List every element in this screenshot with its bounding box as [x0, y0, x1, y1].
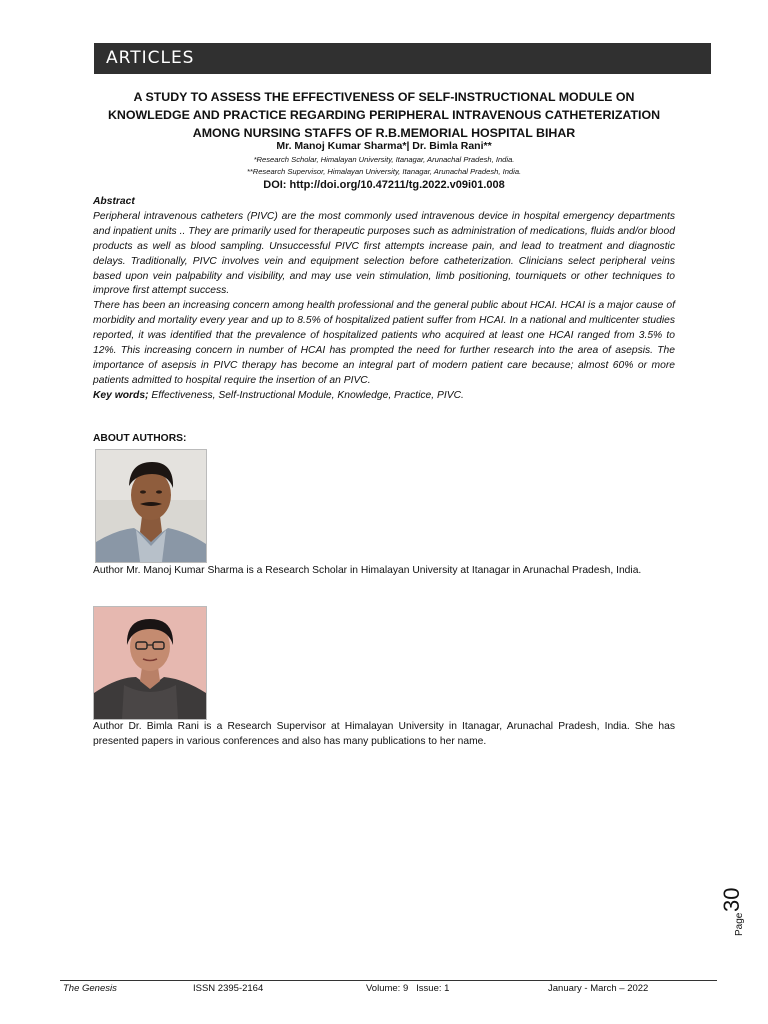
footer-date: January - March – 2022: [548, 983, 649, 994]
article-title: [94, 88, 674, 142]
section-banner: [94, 43, 711, 74]
author-names: Mr. Manoj Kumar Sharma*| Dr. Bimla Rani**: [276, 140, 492, 152]
author-bio: Author Mr. Manoj Kumar Sharma is a Research Scholar in Himalayan University at Itanagar in Arunachal Pradesh, India.: [93, 565, 642, 576]
doi-link[interactable]: DOI: http://doi.org/10.47211/tg.2022.v09i01.008: [263, 179, 505, 191]
about-authors-heading: ABOUT AUTHORS:: [93, 433, 187, 444]
author-bio: Author Dr. Bimla Rani is a Research Supervisor at Himalayan University in Itanagar, Arunachal Pradesh, India. She has presented papers in various conferences and also has many publications to her name.: [93, 721, 675, 747]
author-photo-rani: [93, 606, 207, 720]
page-label: Page: [734, 912, 745, 936]
affiliation: **Research Supervisor, Himalayan University, Itanagar, Arunachal Pradesh, India.: [246, 167, 522, 176]
title-line: KNOWLEDGE AND PRACTICE REGARDING PERIPHERAL INTRAVENOUS CATHETERIZATION: [107, 108, 661, 122]
portrait-image: [94, 607, 206, 719]
abstract-paragraph: Peripheral intravenous catheters (PIVC) are the most commonly used intravenous device in hospital emergency departments and inpatient units .. They are primarily used for therapeutic purposes such as administration of medications, fluids and/or blood products as well as blood sampling. Unsuccessful PIVC first attempts increase pain, and lead to treatment and diagnostic delays. Traditionally, PIVC involves vein and equipment selection before catheterization. Clinicians select peripheral veins based upon vein palpability and visibility, and may use vein stimulation, limb positioning, tourniquets or other techniques to improve first attempt success.: [93, 210, 675, 297]
affiliation: *Research Scholar, Himalayan University, Itanagar, Arunachal Pradesh, India.: [253, 155, 515, 164]
abstract-section: [93, 195, 675, 404]
section-label: ARTICLES: [106, 48, 195, 68]
title-line: A STUDY TO ASSESS THE EFFECTIVENESS OF SELF-INSTRUCTIONAL MODULE ON: [133, 90, 635, 104]
keywords-text: Effectiveness, Self-Instructional Module, Knowledge, Practice, PIVC.: [148, 389, 464, 401]
keywords-label: Key words;: [93, 389, 149, 401]
page-number: [698, 878, 758, 938]
footer-divider: [60, 980, 717, 981]
portrait-image: [96, 450, 206, 562]
abstract-paragraph: There has been an increasing concern among health professional and the general public about HCAI. HCAI is a major cause of morbidity and mortality every year and up to 8.5% of hospitalized patient suffer from HCAI. In a national and multicenter studies reported, it was identified that the prevalence of hospitalized patients who acquired at least one HCAI ranged from 3.5% to 12%. This increasing concern in number of HCAI has prompted the need for further research into the area of asepsis. The importance of asepsis in PIVC therapy has become an integral part of modern patient care because; almost 60% or more patients admitted to hospital require the insertion of an PIVC.: [93, 300, 675, 386]
page-number-value: 30: [719, 887, 744, 912]
footer-volume: Volume: 9 Issue: 1: [366, 983, 450, 994]
author-photo-sharma: [95, 449, 207, 563]
footer-journal: The Genesis: [63, 983, 117, 994]
abstract-heading: Abstract: [93, 196, 135, 207]
keywords: [93, 389, 675, 404]
title-line: AMONG NURSING STAFFS OF R.B.MEMORIAL HOSPITAL BIHAR: [192, 126, 576, 140]
footer-issn: ISSN 2395-2164: [193, 983, 264, 994]
